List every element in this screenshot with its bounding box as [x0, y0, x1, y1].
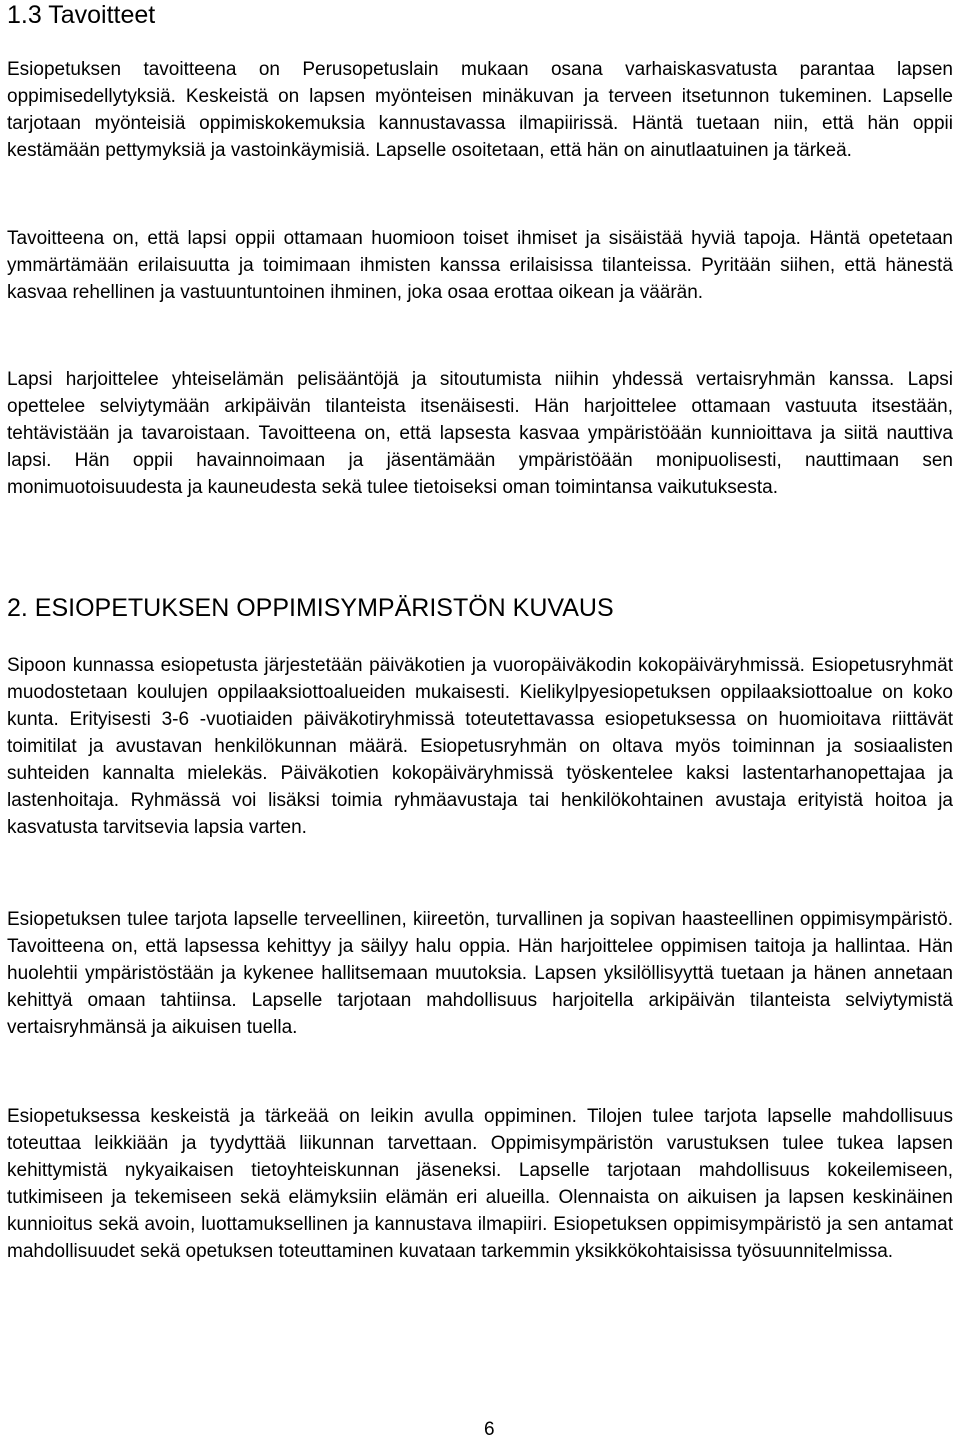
- page-number: 6: [484, 1419, 495, 1440]
- section-paragraph-2: Tavoitteena on, että lapsi oppii ottamaan huomioon toiset ihmiset ja sisäistää hyviä tapoja. Häntä opetetaan ymmärtämään erilaisuutta ja toimimaan ihmisten kanssa erilaisissa tilanteissa. Pyritään siihen, että hänestä kasvaa rehellinen ja vastuuntuntoinen ihminen, joka osaa erottaa oikean ja väärän.: [7, 228, 953, 303]
- section-paragraph-3: Lapsi harjoittelee yhteiselämän pelisääntöjä ja sitoutumista niihin yhdessä vertaisryhmän kanssa. Lapsi opettelee selviytymään arkipäivän tilanteista itsenäisesti. Hän harjoittelee ottamaan vastuuta itsestään, tehtävistään ja tavaroistaan. Tavoitteena on, että lapsesta kasvaa ympäristöään kunnioittava ja siitä nauttiva lapsi. Hän oppii havainnoimaan ja jäsentämään ympäristöään monipuolisesti, nauttimaan sen monimuotoisuudesta ja kauneudesta sekä tulee tietoiseksi oman toimintansa vaikutuksesta.: [7, 369, 953, 498]
- chapter-heading: 2. ESIOPETUKSEN OPPIMISYMPÄRISTÖN KUVAUS: [7, 594, 614, 622]
- section-paragraph-1: Esiopetuksen tavoitteena on Perusopetuslain mukaan osana varhaiskasvatusta parantaa lapsen oppimisedellytyksiä. Keskeistä on lapsen myönteisen minäkuvan ja terveen itsetunnon tukeminen. Lapselle tarjotaan myönteisiä oppimiskokemuksia kannustavassa ilmapiirissä. Häntä tuetaan niin, että hän oppii kestämään pettymyksiä ja vastoinkäymisiä. Lapselle osoitetaan, että hän on ainutlaatuinen ja tärkeä.: [7, 59, 953, 161]
- chapter-paragraph-1: Sipoon kunnassa esiopetusta järjestetään päiväkotien ja vuoropäiväkodin kokopäiväryhmissä. Esiopetusryhmät muodostetaan koulujen oppilaaksiottoalueiden mukaisesti. Kielikylpyesiopetuksen oppilaaksiottoalue on koko kunta. Erityisesti 3-6 -vuotiaiden päiväkotiryhmissä toteutettavassa esiopetuksessa on huomioitava riittävät toimitilat ja avustavan henkilökunnan määrä. Esiopetusryhmän on oltava myös toiminnan ja sosiaalisten suhteiden kannalta mielekäs. Päiväkotien kokopäiväryhmissä työskentelee kaksi lastentarhanopettajaa ja lastenhoitaja. Ryhmässä voi lisäksi toimia ryhmäavustaja tai henkilökohtainen avustaja erityistä hoitoa ja kasvatusta tarvitsevia lapsia varten.: [7, 655, 953, 838]
- section-heading: 1.3 Tavoitteet: [7, 1, 156, 29]
- chapter-paragraph-3: Esiopetuksessa keskeistä ja tärkeää on leikin avulla oppiminen. Tilojen tulee tarjota lapselle mahdollisuus toteuttaa leikkiään ja tyydyttää liikunnan tarvettaan. Oppimisympäristön varustuksen tulee tukea lapsen kehittymistä nykyaikaisen tietoyhteiskunnan jäseneksi. Lapselle tarjotaan mahdollisuus kokeilemiseen, tutkimiseen ja tekemiseen sekä elämyksiin elämän eri alueilla. Olennaista on aikuisen ja lapsen keskinäinen kunnioitus sekä avoin, luottamuksellinen ja kannustava ilmapiiri. Esiopetuksen oppimisympäristö ja sen antamat mahdollisuudet sekä opetuksen toteuttaminen kuvataan tarkemmin yksikkökohtaisissa työsuunnitelmissa.: [7, 1106, 953, 1262]
- chapter-paragraph-2: Esiopetuksen tulee tarjota lapselle terveellinen, kiireetön, turvallinen ja sopivan haasteellinen oppimisympäristö. Tavoitteena on, että lapsessa kehittyy ja säilyy halu oppia. Hän harjoittelee oppimisen taitoja ja hallintaa. Hän huolehtii ympäristöstään ja kykenee hallitsemaan muutoksia. Lapsen yksilöllisyyttä tuetaan ja hänen annetaan kehittyä omaan tahtiinsa. Lapselle tarjotaan mahdollisuus harjoitella arkipäivän tilanteista selviytymistä vertaisryhmänsä ja aikuisen tuella.: [7, 909, 953, 1038]
